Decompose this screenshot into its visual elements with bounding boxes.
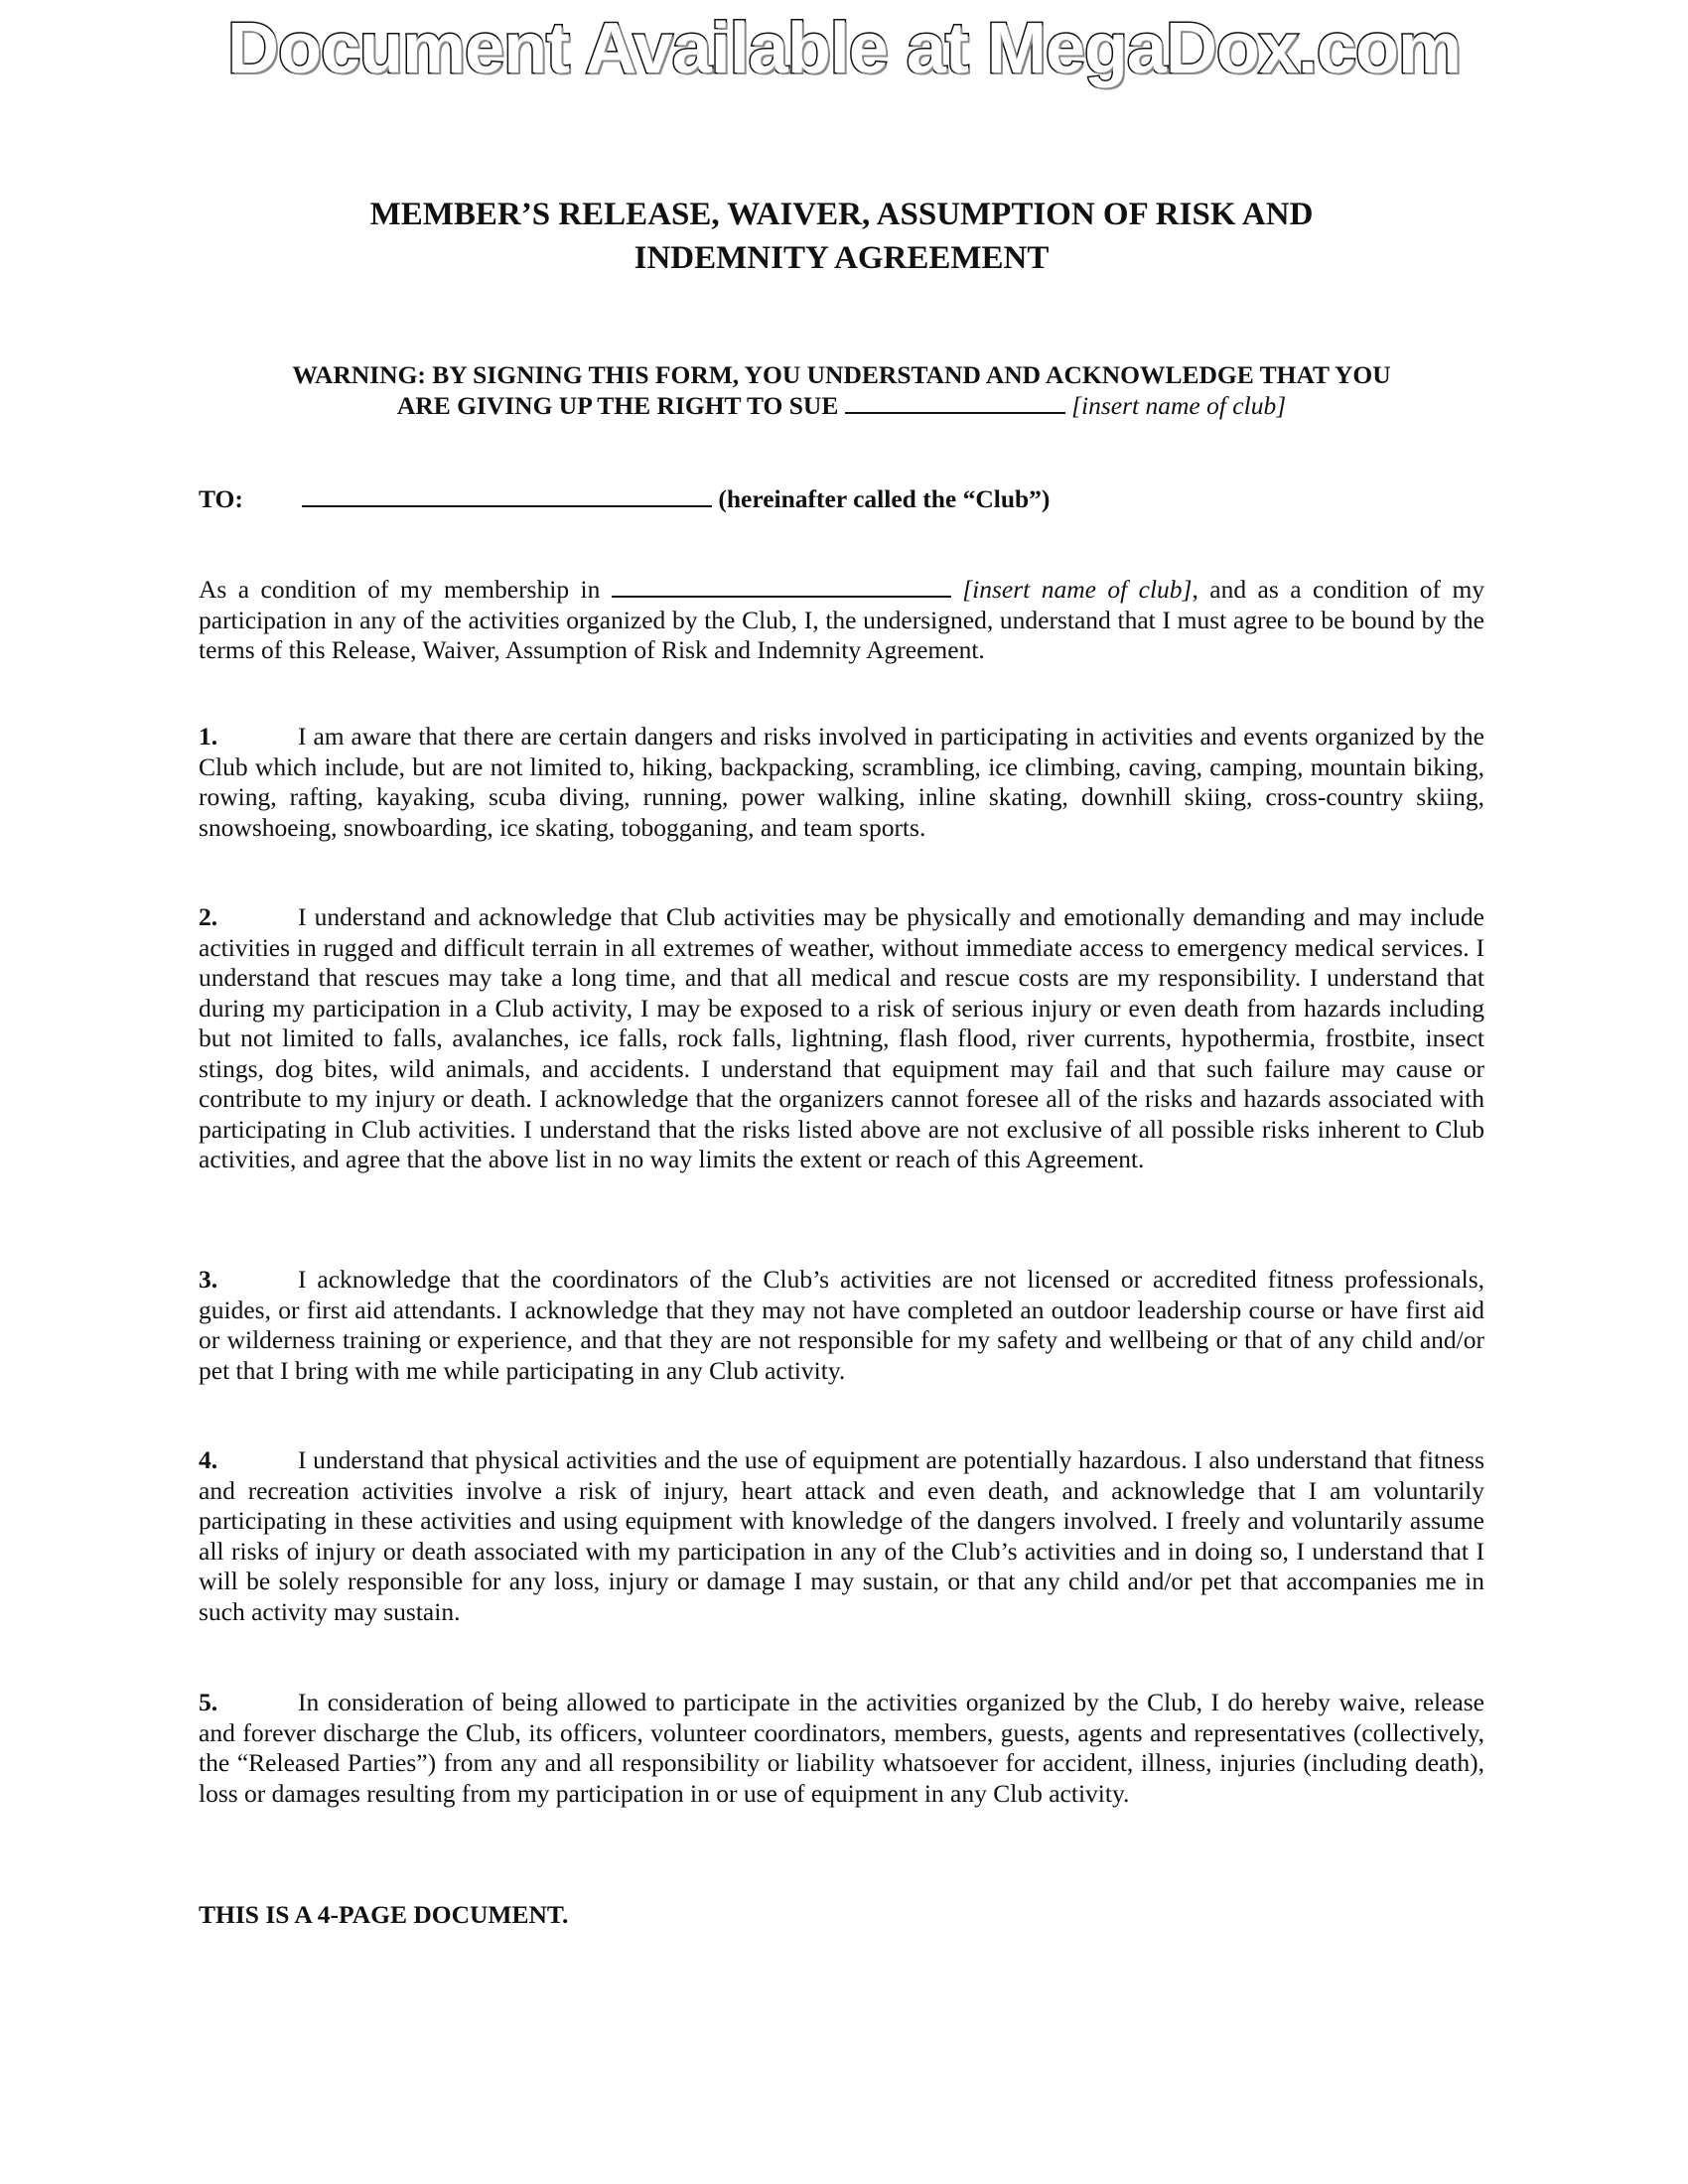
clause-5 <box>199 1688 1484 1809</box>
document-title <box>199 193 1484 280</box>
club-name-placeholder: [insert name of club] <box>1071 391 1287 420</box>
clause-number: 3. <box>199 1265 218 1294</box>
page-count-note: THIS IS A 4-PAGE DOCUMENT. <box>199 1900 569 1929</box>
title-line-1: MEMBER’S RELEASE, WAIVER, ASSUMPTION OF RISK AND <box>369 197 1314 232</box>
clause-text: I acknowledge that the coordinators of the Club’s activities are not licensed or accredited fitness professionals, guides, or first aid attendants. I acknowledge that they may not have completed an outdoor leadership course or have first aid or wilderness training or experience, and that they are not responsible for my safety and wellbeing or that of any child and/or pet that I bring with me while participating in any Club activity. <box>199 1265 1484 1385</box>
warning-line-2 <box>199 390 1484 421</box>
warning-line-2-prefix: ARE GIVING UP THE RIGHT TO SUE <box>396 391 839 420</box>
clause-text: I understand and acknowledge that Club activities may be physically and emotionally demanding and may include activities in rugged and difficult terrain in all extremes of weather, without immediate access to emergency medical services. I understand that rescues may take a long time, and that all medical and rescue costs are my responsibility. I understand that during my participation in a Club activity, I may be exposed to a risk of serious injury or even death from hazards including but not limited to falls, avalanches, ice falls, rock falls, lightning, flash flood, river currents, hypothermia, frostbite, insect stings, dog bites, wild animals, and accidents. I understand that equipment may fail and that such failure may cause or contribute to my injury or death. I acknowledge that the organizers cannot foresee all of the risks and hazards associated with participating in Club activities. I understand that the risks listed above are not exclusive of all possible risks inherent to Club activities, and agree that the above list in no way limits the extent or reach of this Agreement. <box>199 902 1484 1173</box>
to-line <box>199 483 1050 514</box>
clause-number: 1. <box>199 722 218 751</box>
club-to-blank-field[interactable] <box>302 483 712 507</box>
clause-number: 2. <box>199 902 218 931</box>
clause-text: In consideration of being allowed to participate in the activities organized by the Club, I do hereby waive, release and forever discharge the Club, its officers, volunteer coordinators, members, guests, agents and representatives (collectively, the “Released Parties”) from any and all responsibility or liability whatsoever for accident, illness, injuries (including death), loss or damages resulting from my participation in or use of equipment in any Club activity. <box>199 1688 1484 1808</box>
clause-2 <box>199 902 1484 1175</box>
megadox-watermark: Document Available at MegaDox.com <box>227 9 1461 88</box>
clause-text: I am aware that there are certain dangers and risks involved in participating in activities and events organized by the Club which include, but are not limited to, hiking, backpacking, scrambling, ice climbing, caving, camping, mountain biking, rowing, rafting, kayaking, scuba diving, running, power walking, inline skating, downhill skiing, cross-country skiing, snowshoeing, snowboarding, ice skating, tobogganing, and team sports. <box>199 722 1484 842</box>
warning-notice <box>199 359 1484 421</box>
intro-paragraph <box>199 574 1484 666</box>
club-name-blank-field[interactable] <box>845 390 1065 414</box>
clause-3 <box>199 1265 1484 1386</box>
clause-number: 5. <box>199 1688 218 1716</box>
membership-club-blank-field[interactable] <box>612 574 951 598</box>
to-label: TO: <box>199 484 243 513</box>
to-suffix: (hereinafter called the “Club”) <box>718 484 1051 513</box>
clause-number: 4. <box>199 1445 218 1474</box>
clause-text: I understand that physical activities and the use of equipment are potentially hazardous. I also understand that fitness and recreation activities involve a risk of injury, heart attack and even death, and acknowledge that I am voluntarily participating in these activities and using equipment with knowledge of the dangers involved. I freely and voluntarily assume all risks of injury or death associated with my participation in any of the Club’s activities and in doing so, I understand that I will be solely responsible for any loss, injury or damage I may sustain, or that any child and/or pet that accompanies me in such activity may sustain. <box>199 1445 1484 1626</box>
clause-4 <box>199 1445 1484 1627</box>
intro-prefix: As a condition of my membership in <box>199 575 601 604</box>
clause-1 <box>199 722 1484 843</box>
intro-placeholder: [insert name of club] <box>962 575 1193 604</box>
title-line-2: INDEMNITY AGREEMENT <box>633 240 1050 276</box>
intro-suffix: , and as a condition of my participation in any of the activities organized by the Club, I, the undersigned, understand that I must agree to be bound by the terms of this Release, Waiver, Assumption of Risk and Indemnity Agreement. <box>199 575 1485 664</box>
warning-line-1: WARNING: BY SIGNING THIS FORM, YOU UNDERSTAND AND ACKNOWLEDGE THAT YOU <box>292 360 1391 389</box>
